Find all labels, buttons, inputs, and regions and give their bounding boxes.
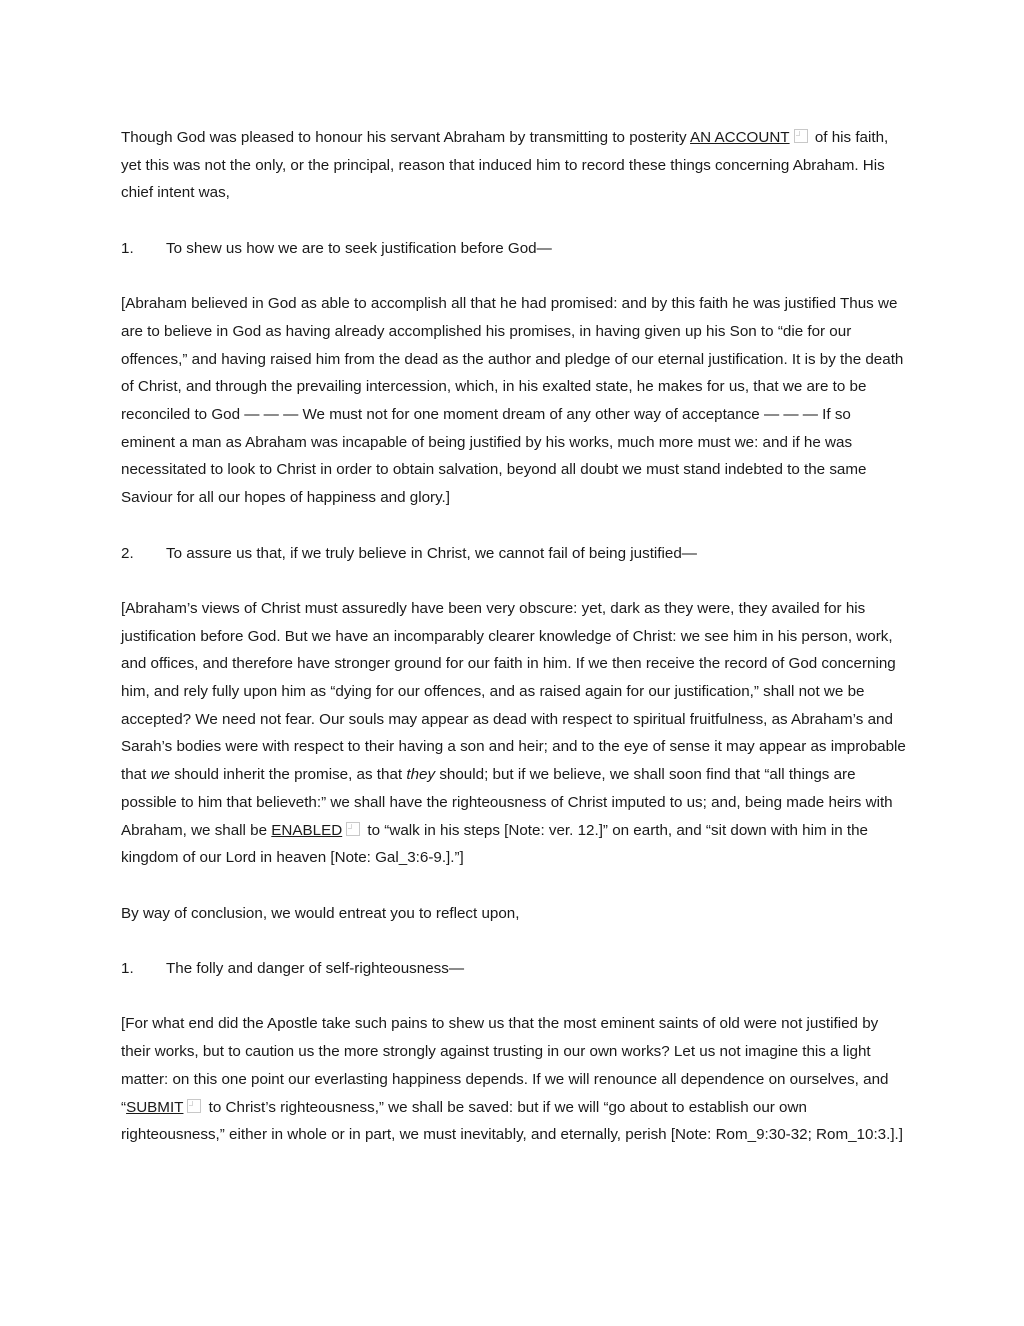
document-page: [121, 124, 907, 1177]
point-1-body: [Abraham believed in God as able to accomplish all that he had promised: and by this faith he was justified Thus we are to believe in God as having already accomplished his promises, in having given up his Son to “die for our offences,” and having raised him from the dead as the author and pledge of our eternal justification. It is by the death of Christ, and through the prevailing intercession, which, in his exalted state, he makes for us, that we are to be reconciled to God — — — We must not for one moment dream of any other way of acceptance — — — If so eminent a man as Abraham was incapable of being justified by his works, much more must we: and if he was necessitated to look to Christ in order to obtain salvation, beyond all doubt we must stand indebted to the same Saviour for all our hopes of happiness and glory.]: [121, 295, 904, 507]
point-2-body: [121, 595, 907, 872]
point-1-title: To shew us how we are to seek justification before God—: [166, 239, 552, 257]
point-2-text-1: [Abraham’s views of Christ must assuredly have been very obscure: yet, dark as they were, they availed for his justification before God. But we have an incomparably clearer knowledge of Christ: we see him in his person, work, and offices, and therefore have stronger ground for our faith in him. If we then receive the record of God concerning him, and rely fully upon him as “dying for our offences, and as raised again for our justification,” shall not we be accepted? We need not fear. Our souls may appear as dead with respect to spiritual fruitfulness, as Abraham’s and Sarah’s bodies were with respect to their having a son and heir; and to the eye of sense it may appear as improbable that: [121, 599, 906, 784]
point-2-text-2: should inherit the promise, as that: [169, 766, 407, 784]
point-2-text-4: to “walk in his steps [Note: ver. 12.]” on earth, and “sit down with him in the kingdom of our Lord in heaven [Note: Gal_3:6-9.].”]: [121, 821, 868, 867]
broken-image-icon: [346, 822, 360, 836]
point-2-number: 2.: [121, 544, 134, 562]
intro-text-start: Though God was pleased to honour his servant Abraham by transmitting to posterity: [121, 129, 691, 146]
reflect-1-title: The folly and danger of self-righteousness—: [166, 960, 465, 977]
point-1-number: 1.: [121, 239, 134, 257]
intro-paragraph: [121, 124, 907, 207]
reflect-1-body: [121, 1010, 907, 1149]
broken-image-icon: [187, 1099, 201, 1113]
reflect-1-number: 1.: [121, 960, 134, 977]
enabled-link[interactable]: ENABLED: [271, 821, 343, 839]
reflect-1-text-1: [For what end did the Apostle take such pains to shew us that the most eminent saints of old were not justified by their works, but to caution us the more strongly against trusting in our own works? Let us not imagine this a light matter: on this one point our everlasting happiness depends. If we will renounce all dependence on ourselves, and “: [121, 1015, 889, 1116]
reflect-1-heading: [121, 955, 907, 983]
emphasis-they: they: [406, 766, 436, 784]
submit-link[interactable]: SUBMIT: [126, 1098, 184, 1116]
intro-text-end: of his faith, yet this was not the only, or the principal, reason that induced him to record these things concerning Abraham. His chief intent was,: [121, 129, 889, 202]
emphasis-we: we: [150, 766, 170, 784]
reflect-1-text-2: to Christ’s righteousness,” we shall be saved: but if we will “go about to establish our own righteousness,” either in whole or in part, we must inevitably, and eternally, perish [Note: Rom_9:30-32; Rom_10:3.].]: [121, 1098, 903, 1144]
broken-image-icon: [794, 129, 808, 143]
point-2-title: To assure us that, if we truly believe in Christ, we cannot fail of being justified—: [166, 544, 697, 562]
point-2-heading: [121, 540, 907, 568]
conclusion-paragraph: By way of conclusion, we would entreat you to reflect upon,: [121, 904, 520, 922]
point-2-text-3: should; but if we believe, we shall soon find that “all things are possible to him that believeth:” we shall have the righteousness of Christ imputed to us; and, being made heirs with Abraham, we shall be: [121, 766, 893, 839]
an-account-link[interactable]: AN ACCOUNT: [690, 129, 790, 146]
point-1-heading: [121, 235, 907, 263]
